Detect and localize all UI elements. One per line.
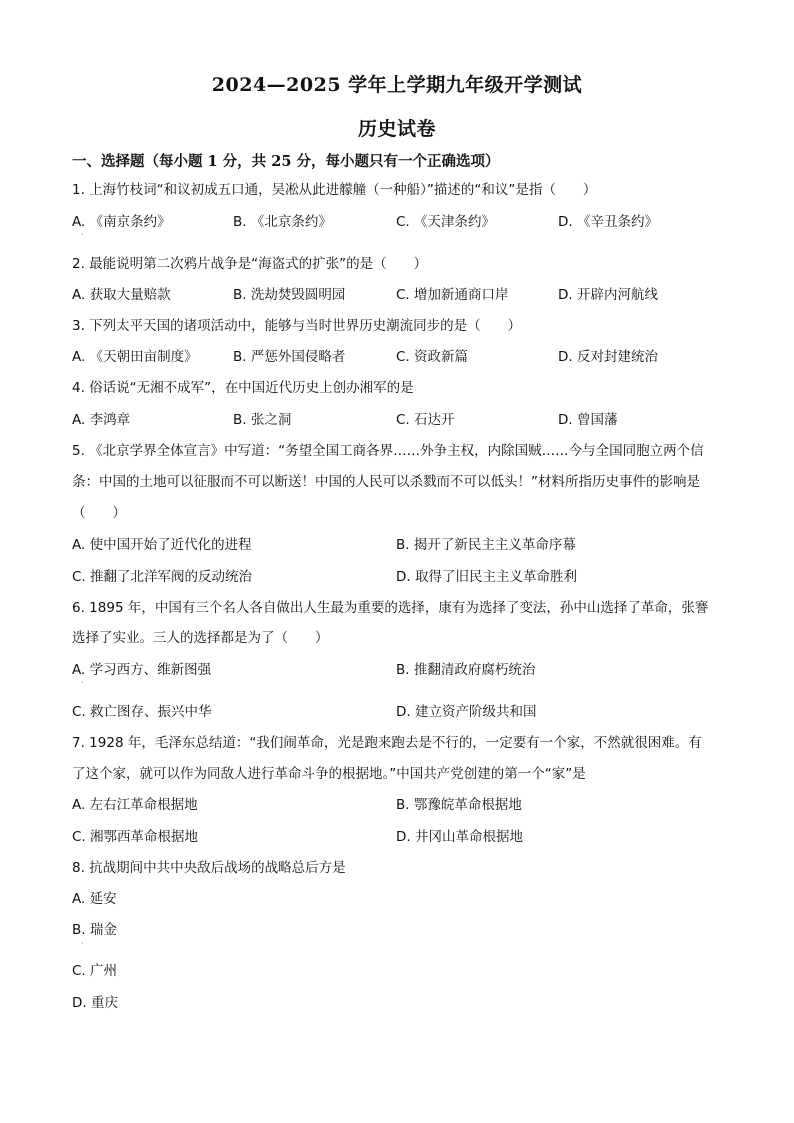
- question-7-option-c: C. 湘鄂西革命根据地: [72, 829, 199, 845]
- question-4-stem: 4. 俗话说“无湘不成军”，在中国近代历史上创办湘军的是: [72, 380, 414, 396]
- question-8-option-b: B. 瑞金: [72, 922, 117, 938]
- question-6-stem-line-2: 选择了实业。三人的选择都是为了（ ）: [72, 630, 329, 646]
- question-2-stem: 2. 最能说明第二次鸦片战争是“海盗式的扩张”的是（ ）: [72, 256, 428, 272]
- stray-dot-mark: ·: [81, 939, 84, 948]
- question-7-option-d: D. 井冈山革命根据地: [396, 829, 523, 845]
- question-3-option-c: C. 资政新篇: [396, 349, 469, 365]
- question-8-option-d: D. 重庆: [72, 995, 118, 1011]
- question-1-option-c: C. 《天津条约》: [396, 214, 496, 230]
- question-3-option-b: B. 严惩外国侵略者: [233, 349, 346, 365]
- question-5-option-c: C. 推翻了北洋军阀的反动统治: [72, 569, 253, 585]
- question-8-stem: 8. 抗战期间中共中央敌后战场的战略总后方是: [72, 860, 346, 876]
- question-5-stem-line-2: 条：中国的土地可以征服而不可以断送！中国的人民可以杀戮而不可以低头！”材料所指历史事件的影响是: [72, 474, 700, 490]
- question-2-option-c: C. 增加新通商口岸: [396, 287, 509, 303]
- question-1-stem: 1. 上海竹枝词“和议初成五口通，吴凇从此进艨艟（一种船）”描述的“和议”是指（ ）: [72, 182, 597, 198]
- question-6-option-d: D. 建立资产阶级共和国: [396, 704, 537, 720]
- question-8-option-a: A. 延安: [72, 891, 117, 907]
- question-4-option-d: D. 曾国藩: [558, 412, 618, 428]
- question-5-option-d: D. 取得了旧民主主义革命胜利: [396, 569, 577, 585]
- question-6-stem-line-1: 6. 1895 年，中国有三个名人各自做出人生最为重要的选择，康有为选择了变法，孙中山选择了革命，张謇: [72, 600, 709, 616]
- question-5-stem-line-3: （ ）: [72, 505, 126, 521]
- question-6-option-a: A. 学习西方、维新图强: [72, 662, 212, 678]
- question-7-option-b: B. 鄂豫皖革命根据地: [396, 797, 522, 813]
- question-4-option-a: A. 李鸿章: [72, 412, 131, 428]
- question-7-option-a: A. 左右江革命根据地: [72, 797, 198, 813]
- question-3-option-a: A. 《天朝田亩制度》: [72, 349, 198, 365]
- question-6-option-b: B. 推翻清政府腐朽统治: [396, 662, 536, 678]
- question-3-option-d: D. 反对封建统治: [558, 349, 658, 365]
- question-1-option-d: D. 《辛丑条约》: [558, 214, 658, 230]
- question-5-stem-line-1: 5. 《北京学界全体宣言》中写道：“务望全国工商各界……外争主权，内除国贼……今与全国同胞立两个信: [72, 443, 704, 459]
- stray-dot-mark: ·: [81, 230, 84, 239]
- question-8-option-c: C. 广州: [72, 963, 118, 979]
- question-4-option-b: B. 张之洞: [233, 412, 292, 428]
- question-6-option-c: C. 救亡图存、振兴中华: [72, 704, 212, 720]
- question-2-option-a: A. 获取大量赔款: [72, 287, 171, 303]
- question-2-option-b: B. 洗劫焚毁圆明园: [233, 287, 346, 303]
- question-4-option-c: C. 石达开: [396, 412, 455, 428]
- question-7-stem-line-2: 了这个家，就可以作为同敌人进行革命斗争的根据地。”中国共产党创建的第一个“家”是: [72, 766, 586, 782]
- question-2-option-d: D. 开辟内河航线: [558, 287, 658, 303]
- exam-subtitle: 历史试卷: [357, 118, 436, 140]
- stray-dot-mark: ·: [81, 678, 84, 687]
- exam-title: 2024—2025 学年上学期九年级开学测试: [211, 74, 583, 96]
- question-1-option-a: A. 《南京条约》: [72, 214, 171, 230]
- question-5-option-b: B. 揭开了新民主主义革命序幕: [396, 537, 576, 553]
- question-5-option-a: A. 使中国开始了近代化的进程: [72, 537, 252, 553]
- question-1-option-b: B. 《北京条约》: [233, 214, 332, 230]
- section-heading: 一、选择题（每小题 1 分，共 25 分，每小题只有一个正确选项）: [72, 153, 500, 170]
- question-3-stem: 3. 下列太平天国的诸项活动中，能够与当时世界历史潮流同步的是（ ）: [72, 318, 522, 334]
- question-7-stem-line-1: 7. 1928 年，毛泽东总结道：“我们闹革命，光是跑来跑去是不行的，一定要有一个家，不然就很困难。有: [72, 735, 702, 751]
